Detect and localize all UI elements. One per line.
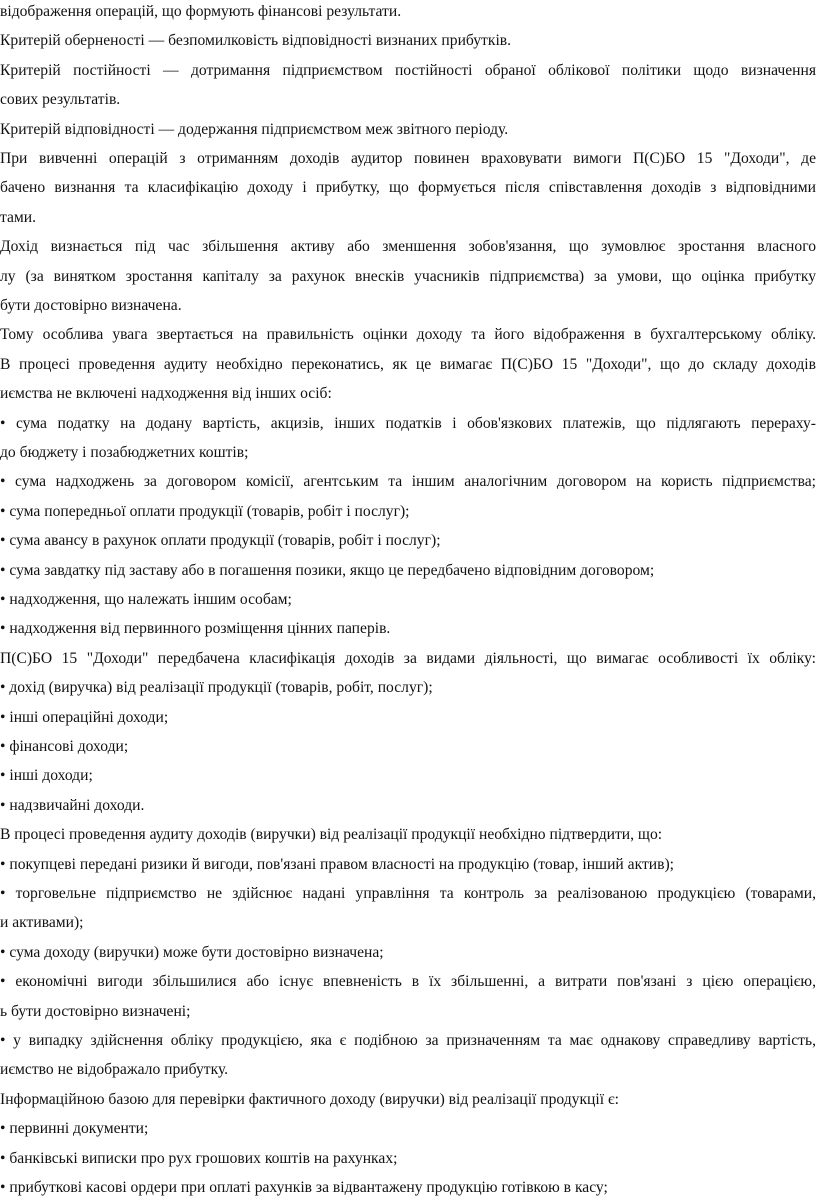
text-line: • інші доходи; [0,767,93,785]
text-line: П(С)БО 15 "Доходи" передбачена класифікація доходів за видами діяльності, що вимагає особливості їх обліку: [0,649,816,667]
text-line: тами. [0,208,37,226]
text-line: до бюджету і позабюджетних коштів; [0,444,249,461]
text-line: • сума авансу в рахунок оплати продукції (товарів, робіт і послуг); [0,532,441,550]
text-line: В процесі проведення аудиту необхідно переконатись, як це вимагає П(С)БО 15 "Доходи", що до складу доходів [0,355,816,373]
text-line: • надходження від первинного розміщення цінних паперів. [0,620,391,638]
text-line: В процесі проведення аудиту доходів (виручки) від реалізації продукції необхідно підтвердити, що: [0,826,663,844]
text-line: Критерій відповідності — додержання підприємством меж звітного періоду. [0,120,509,138]
text-line: Дохід визнається під час збільшення активу або зменшення зобов'язання, що зумовлює зростання власного [0,238,816,256]
text-line: • сума доходу (виручки) може бути достовірно визначена; [0,943,384,961]
text-line: Інформаційною базою для перевірки фактичного доходу (виручки) від реалізації продукції є: [0,1090,619,1108]
text-line: • первинні документи; [0,1120,149,1138]
text-line: • дохід (виручка) від реалізації продукції (товарів, робіт, послуг); [0,679,433,697]
text-line: бачено визнання та класифікацію доходу і прибутку, що формується після співставлення доходів з відповідними [0,179,816,197]
text-line: • прибуткові касові ордери при оплаті рахунків за відвантажену продукцію готівкою в касу; [0,1179,608,1196]
text-line: • сума надходжень за договором комісії, агентським та іншим аналогічним договором на користь підприємства; [0,473,816,491]
text-line: • економічні вигоди збільшилися або існує впевненість в їх збільшенні, а витрати пов'язані з цією операцією, [0,973,816,991]
text-line: • у випадку здійснення обліку продукцією, яка є подібною за призначенням та має однакову справедливу вартість, [0,1032,816,1049]
text-line: • сума податку на додану вартість, акцизів, інших податків і обов'язкових платежів, що підлягають перераху- [0,414,816,432]
text-line: лу (за винятком зростання капіталу за рахунок внесків учасників підприємства) за умови, що оцінка прибутку [0,267,816,285]
text-line: відображення операцій, що формують фінансові результати. [0,3,402,20]
text-line: • покупцеві передані ризики й вигоди, пов'язані правом власності на продукцію (товар, інший актив); [0,855,674,873]
text-line: иємства не включені надходження від інших осіб: [0,385,332,403]
text-line: • інші операційні доходи; [0,708,169,726]
text-line: При вивченні операцій з отриманням доходів аудитор повинен враховувати вимоги П(С)БО 15 "Доходи", де [0,150,816,167]
text-line: Тому особлива увага звертається на правильність оцінки доходу та його відображення в бухгалтерському обліку. [0,326,816,344]
text-line: иємство не відображало прибутку. [0,1061,229,1079]
text-line: ь бути достовірно визначені; [0,1002,191,1020]
text-line: и активами); [0,914,84,932]
text-line: • фінансові доходи; [0,738,129,755]
text-line: • сума попередньої оплати продукції (товарів, робіт і послуг); [0,502,410,520]
text-line: • торговельне підприємство не здійснює надані управління та контроль за реалізованою продукцією (товарами, [0,885,816,902]
text-line: бути достовірно визначена. [0,297,182,314]
text-line: • сума завдатку під заставу або в погашення позики, якщо це передбачено відповідним договором; [0,561,655,579]
text-line: Критерій постійності — дотримання підприємством постійності обраної облікової політики щодо визначення [0,61,816,79]
text-line: • надходження, що належать іншим особам; [0,591,292,608]
text-line: • банківські виписки про рух грошових коштів на рахунках; [0,1149,398,1167]
text-line: • надзвичайні доходи. [0,796,145,814]
text-line: сових результатів. [0,91,121,109]
text-line: Критерій оберненості — безпомилковість відповідності визнаних прибутків. [0,32,512,50]
